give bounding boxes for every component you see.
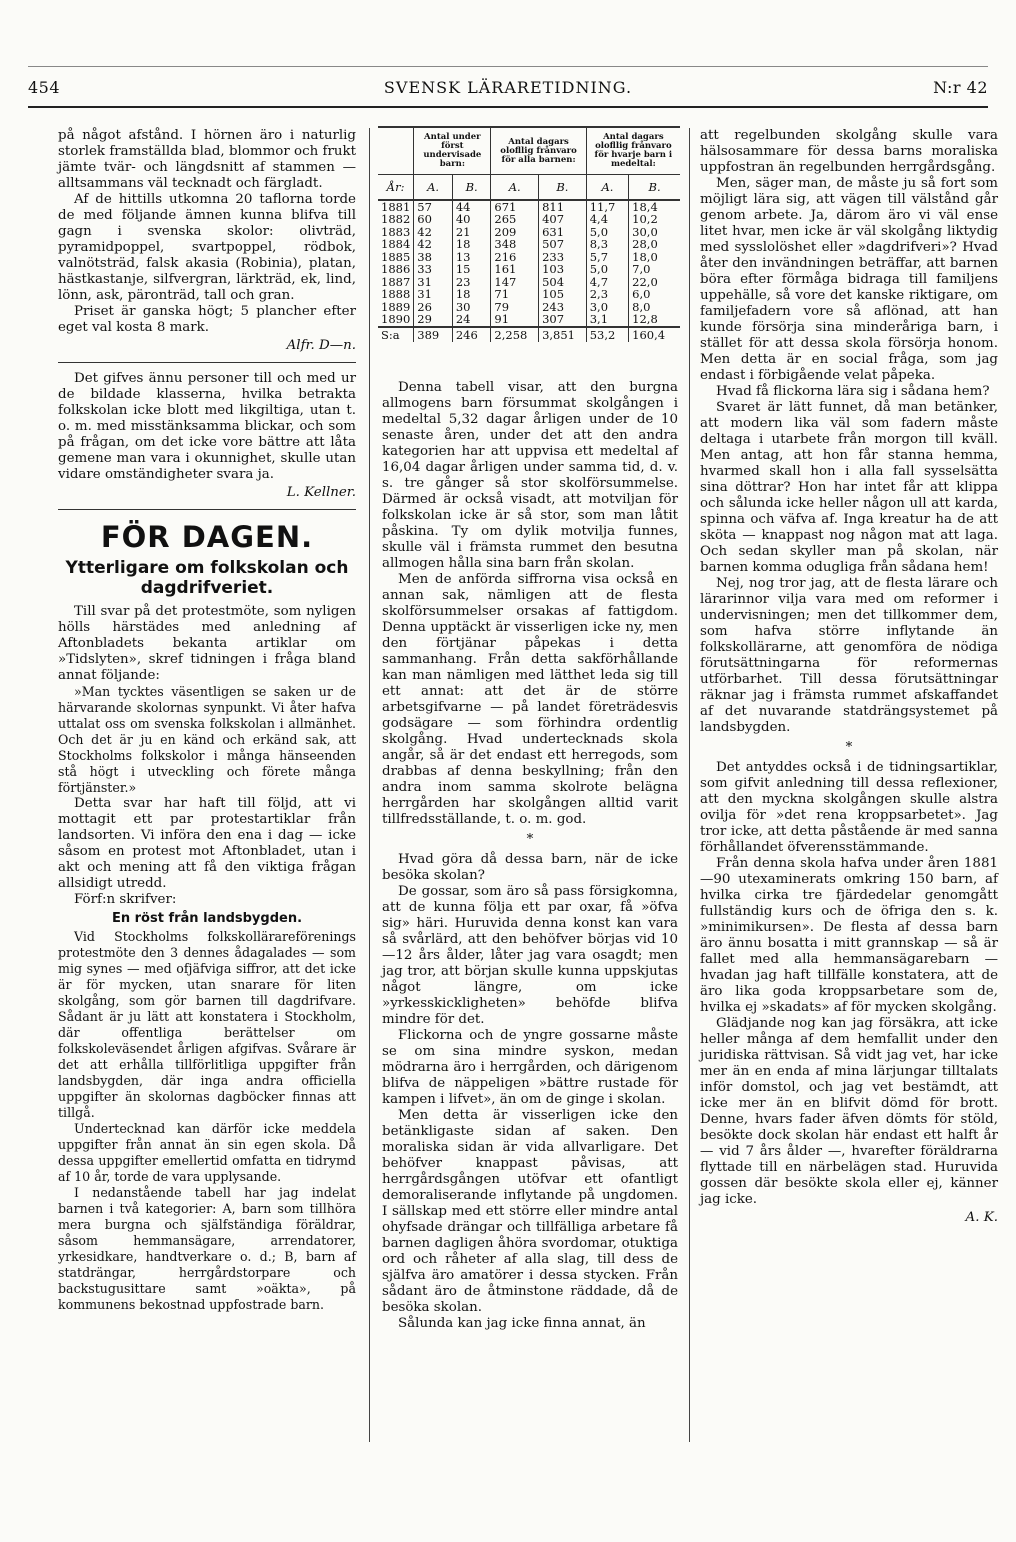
section-star: * [526,832,534,847]
table-cell: 30,0 [629,226,680,239]
table-cell: 22,0 [629,276,680,289]
table-cell: 44 [452,200,491,214]
table-cell: 3,1 [586,314,628,328]
paragraph: Vid Stockholms folkskollärareförenings protestmöte den 3 dennes ådagalades — som mig synes — med ofjäfviga siffror, att det icke är för mycken, utan snarare för liten skolgång, som gör barnen till dagdrifvare. Sådant är ju lätt att konstatera i Stockholm, där offentliga berättelser om folkskoleväsendet årligen afgifvas. Svårare är det att erhålla tillförlitliga uppgifter från landsbygden, där inga andra officiella uppgifter än skolornas dagböcker finnas att tillgå. [58,929,356,1120]
journal-title: SVENSK LÄRARETIDNING. [383,78,633,97]
table-cell: 57 [414,200,453,214]
paragraph: Priset är ganska högt; 5 plancher efter eget val kosta 8 mark. [58,304,356,335]
paragraph: Flickorna och de yngre gossarne måste se om sina mindre syskon, medan mödrarna äro i herrgården, och därigenom blifva de näppeligen »bättre rustade för kampen i lifvet», än om de ginge i skolan. [382,1028,678,1107]
table-cell: 3,0 [586,301,628,314]
table-subheader: År: [378,175,414,201]
column-2 [382,380,678,1332]
table-cell: 21 [452,226,491,239]
paragraph: Förf:n skrifver: [74,892,177,907]
table-subheader: A. [586,175,628,201]
table-cell: 18,4 [629,200,680,214]
paragraph: Men detta är visserligen icke den betänkligaste sidan af saken. Den moraliska sidan är vida allvarligare. Det behöfver knappast påvisas, att herrgårdsgången utöfvar ett ofantligt demoraliserande inflytande på ungdomen. I sällskap med ett större eller mindre antal ohyfsade drängar och tillfälliga arbetare få barnen dagligen åhöra svordomar, otuktiga ord och råheter af alla slag, till dess de själfva äro amatörer i dessa stycken. Från sådant äro de åtminstone räddade, då de besöka skolan. [382,1108,678,1315]
table-cell: 8,0 [629,301,680,314]
table-cell: 18,0 [629,251,680,264]
table-subheader: B. [452,175,491,201]
paragraph: Det antyddes också i de tidningsartiklar, som gifvit anledning till dessa reflexioner, att den myckna skolgången skulle alstra ovilja för »det rena kroppsarbetet». Jag tror icke, att detta påstående är med sanna förhållandet öfverensstämmande. [700,760,998,855]
section-rule [58,362,356,363]
table-sum-cell: S:a [378,327,414,342]
table-subheader: A. [414,175,453,201]
table-cell: 26 [414,301,453,314]
table-sum-cell: 2,258 [491,327,539,342]
paragraph: Svaret är lätt funnet, då man betänker, att modern lika väl som fadern måste deltaga i utarbete från morgon till kväll. Men antag, att hon får stanna hemma, hvarmed skall hon i alla fall sysselsätta sina döttrar? Hon har intet får att klippa och sålunda icke heller någon ull att karda, spinna och väfva af. Inga kreatur ha de att sköta — knappast nog någon mat att laga. Och sedan skyller man på skolan, när barnen komma odugliga från sådana hem! [700,400,998,575]
table-cell: 307 [539,314,587,328]
table-cell: 105 [539,289,587,302]
signature: A. K. [965,1210,998,1225]
paragraph: De gossar, som äro så pass försigkomna, att de kunna följa ett par oxar, få »öfva sig» häri. Huruvida denna konst kan vara så svårlärd, att den behöfver börjas vid 10—12 års ålder, låter jag vara osagdt; men jag tror, att början skulle kunna uppskjutas något längre, om icke »yrkesskickligheten» behöfde blifva mindre för det. [382,884,678,1027]
table-cell: 5,0 [586,226,628,239]
table-cell: 7,0 [629,264,680,277]
table-cell: 28,0 [629,239,680,252]
paragraph: Hvad få flickorna lära sig i sådana hem? [716,384,990,399]
paragraph: Denna tabell visar, att den burgna allmogens barn försummat skolgången i medeltal 5,32 dagar årligen under de 10 senaste åren, under det att den andra kategorien har att uppvisa ett medeltal af 16,04 dagar årligen under samma tid, d. v. s. tre gånger så stor skolförsummelse. Därmed är också visadt, att motviljan för folkskolan icke är så stor, som man låtit påskina. Ty om dylik motvilja funnes, skulle väl i främsta rummet den besutna allmogen hålla sina barn från skolan. [382,380,678,571]
table-sum-cell: 3,851 [539,327,587,342]
paragraph: Det gifves ännu personer till och med ur de bildade klasserna, hvilka betrakta folkskolan icke blott med likgiltiga, utan t. o. m. med misstänksamma blickar, och som på frågan, om det icke vore bättre att låta gemene man vara i okunnighet, skulle utan vidare omständigheter svara ja. [58,371,356,482]
section-rule [58,509,356,510]
column-3 [700,128,998,1226]
quote-paragraph: »Man tycktes väsentligen se saken ur de härvarande skolornas synpunkt. Vi åter hafva uttalat oss om svenska folkskolan i allmänhet. Och det är ju en känd och erkänd sak, att Stockholms folkskolor i många hänseenden stå högt i utveckling och förete många förtjänster.» [58,684,356,795]
header-rule [28,106,988,108]
table-subheader: A. [491,175,539,201]
table-sum-cell: 389 [414,327,453,342]
table-cell: 243 [539,301,587,314]
paragraph: Hvad göra då dessa barn, när de icke besöka skolan? [382,852,678,883]
paragraph: att regelbunden skolgång skulle vara hälsosammare för dessa barns moraliska uppfostran än regelbunden herrgårdsgång. [700,128,998,175]
table-cell: 671 [491,200,539,214]
section-heading: FÖR DAGEN. [100,520,314,554]
table-cell: 6,0 [629,289,680,302]
table-cell: 5,7 [586,251,628,264]
table-header: Antal dagars olofllig frånvaro för alla barnen: [491,128,586,175]
signature: L. Kellner. [286,485,356,500]
table-cell: 1888 [381,287,411,302]
table-sum-cell: 246 [452,327,491,342]
table-cell: 507 [539,239,587,252]
table-cell: 103 [539,264,587,277]
article-heading: Ytterligare om folkskolan och dagdrifveriet. [65,558,349,598]
table-cell: 1881 [381,199,411,214]
paragraph: Sålunda kan jag icke finna annat, än [398,1316,646,1331]
table-cell: 1884 [381,237,411,252]
table-cell: 1890 [381,312,411,327]
table-cell: 348 [491,239,539,252]
table-cell: 31 [414,289,453,302]
top-border-line [28,66,988,67]
table-cell: 33 [414,264,453,277]
page-number: 454 [28,78,61,97]
paragraph: på något afstånd. I hörnen äro i naturlig storlek framställda blad, blommor och frukt jämte tvär- och längdsnitt af stammen — alltsammans väl tecknadt och färgladt. [58,128,356,191]
table-cell: 10,2 [629,214,680,227]
issue-number: N:r 42 [933,78,988,97]
table-cell: 233 [539,251,587,264]
table-cell: 4,4 [586,214,628,227]
column-divider-1 [369,128,370,1442]
table-header: Antal dagars olofllig frånvaro för hvarje barn i medeltal: [586,128,680,175]
table-cell: 8,3 [586,239,628,252]
table-cell: 40 [452,214,491,227]
paragraph: Detta svar har haft till följd, att vi mottagit ett par protestartiklar från landsorten. Vi införa den ena i dag — icke såsom en protest mot Aftonbladet, utan i akt och mening att få den viktiga frågan allsidigt utredd. [58,796,356,891]
table-cell: 216 [491,251,539,264]
section-star: * [845,740,853,755]
table-cell: 407 [539,214,587,227]
signature: Alfr. D—n. [286,338,356,353]
absence-table [378,128,680,342]
table-cell: 1882 [381,212,411,227]
column-divider-2 [689,128,690,1442]
paragraph: Af de hittills utkomna 20 taflorna torde de med följande ämnen kunna blifva till gagn i svenska skolor: olivträd, pyramidpoppel, svartpoppel, rödbok, valnötsträd, falsk akasia (Robinia), platan, hästkastanje, silfvergran, lärkträd, ek, lind, lönn, ask, päronträd, tall och gran. [58,192,356,303]
table-cell: 147 [491,276,539,289]
table-subheader: B. [539,175,587,201]
table-cell: 79 [491,301,539,314]
table-cell: 1889 [381,299,411,314]
table-cell: 15 [452,264,491,277]
table-cell: 30 [452,301,491,314]
table-cell: 18 [452,289,491,302]
table-cell: 2,3 [586,289,628,302]
table-cell: 13 [452,251,491,264]
table-cell: 504 [539,276,587,289]
page-header [28,78,988,102]
table-cell: 29 [414,314,453,328]
table-cell: 631 [539,226,587,239]
table-cell: 1883 [381,224,411,239]
table-cell: 12,8 [629,314,680,328]
table-cell: 38 [414,251,453,264]
table-sum-cell: 160,4 [629,327,680,342]
paragraph: I nedanstående tabell har jag indelat barnen i två kategorier: A, barn som tillhöra mera burgna och själfständiga föräldrar, såsom hemmansägare, arrendatorer, yrkesidkare, handtverkare o. d.; B, barn af statdrängar, herrgårdstorpare och backstugusittare samt »oäkta», på kommunens bekostnad uppfostrade barn. [58,1185,356,1312]
table-cell: 18 [452,239,491,252]
paragraph: Nej, nog tror jag, att de flesta lärare och lärarinnor vilja vara med om reformer i undervisningen; men det tillkommer dem, som hafva större inflytande än folkskollärarne, att genomföra de nödiga förutsättningarna för reformernas utförbarhet. Till dessa förutsättningar räknar jag i främsta rummet afskaffandet af det nuvarande statdrängsystemet på landsbygden. [700,576,998,735]
table-sum-cell: 53,2 [586,327,628,342]
table-body [378,200,680,342]
column-1 [58,128,356,1313]
paragraph: Från denna skola hafva under åren 1881—90 utexaminerats omkring 150 barn, af hvilka cirka tre fjärdedelar genomgått fullständig kurs och de öfriga den s. k. »minimikursen». De flesta af dessa barn äro ännu bosatta i mitt grannskap — så är fallet med alla hemmansägarebarn — hvadan jag haft tillfälle konstatera, att de äro lika goda kroppsarbetare som de, hvilka ej »skadats» af för mycken skolgång. [700,856,998,1015]
article-subheading: En röst från landsbygden. [111,911,303,926]
table-header-empty [378,128,414,175]
paragraph: Till svar på det protestmöte, som nyligen hölls härstädes med anledning af Aftonbladets bekanta artiklar om »Tidslyten», skref tidningen i fråga bland annat följande: [58,604,356,683]
paragraph: Undertecknad kan därför icke meddela uppgifter från annat än sin egen skola. Då dessa uppgifter emellertid omfatta en tidrymd af 10 år, torde de vara upplysande. [58,1121,356,1184]
table-cell: 42 [414,226,453,239]
table-cell: 31 [414,276,453,289]
table-cell: 811 [539,200,587,214]
table-cell: 71 [491,289,539,302]
table-row [378,314,680,328]
table-header: Antal under först undervisade barn: [414,128,491,175]
table-cell: 1887 [381,274,411,289]
table-cell: 265 [491,214,539,227]
table-cell: 5,0 [586,264,628,277]
table-sum-row [378,327,680,342]
table-cell: 11,7 [586,200,628,214]
table-cell: 1886 [381,262,411,277]
table-cell: 42 [414,239,453,252]
table-cell: 161 [491,264,539,277]
table-cell: 4,7 [586,276,628,289]
paragraph: Men, säger man, de måste ju så fort som möjligt lära sig, att vägen till välstånd går genom arbete. Ja, därom äro vi väl ense litet hvar, men icke är väl skolgång liktydig med sysslolöshet eller »dagdrifveri»? Hvad åter den invändningen beträffar, att barnen böra efter förmåga bidraga till familjens uppehälle, så vore det kanske riktigare, om familjefadern vore så aflönad, att han kunde försörja sina minderåriga barn, i stället för att dessa skola försörja honom. Men detta är en social fråga, som jag endast i förbigående velat påpeka. [700,176,998,383]
table-cell: 209 [491,226,539,239]
table-cell: 91 [491,314,539,328]
paragraph: Glädjande nog kan jag försäkra, att icke heller många af dem hemfallit under den juridiska rättvisan. Så vidt jag vet, har icke mer än en enda af mina lärjungar tilltalats inför domstol, och jag vet bestämdt, att icke mer än en blifvit dömd för brott. Denne, hvars fader äfven dömts för stöld, besökte dock skolan här endast ett halft år — vid 7 års ålder —, hvarefter föräldrarna flyttade till en närbelägen stad. Huruvida gossen där besökte skola eller ej, känner jag icke. [700,1016,998,1207]
table-cell: 23 [452,276,491,289]
table-cell: 1885 [381,249,411,264]
table-cell: 24 [452,314,491,328]
paragraph: Men de anförda siffrorna visa också en annan sak, nämligen att de flesta skolförsummelser orsakas af fattigdom. Denna upptäckt är visserligen icke ny, men den förtjänar påpekas i detta sammanhang. Från detta sakförhållande kan man nämligen med lätthet leda sig till ett annat: att det är de större arbetsgifvarne — på landet företrädesvis godsägare — som förhindra ordentlig skolgång. Hvad undertecknads skola angår, så är det endast ett herregods, som drabbas af denna beskyllning; från den andra inom samma skolrote belägna herrgården har skolgången alltid varit tillfredsställande, t. o. m. god. [382,572,678,827]
table-subheader: B. [629,175,680,201]
table-cell: 60 [414,214,453,227]
